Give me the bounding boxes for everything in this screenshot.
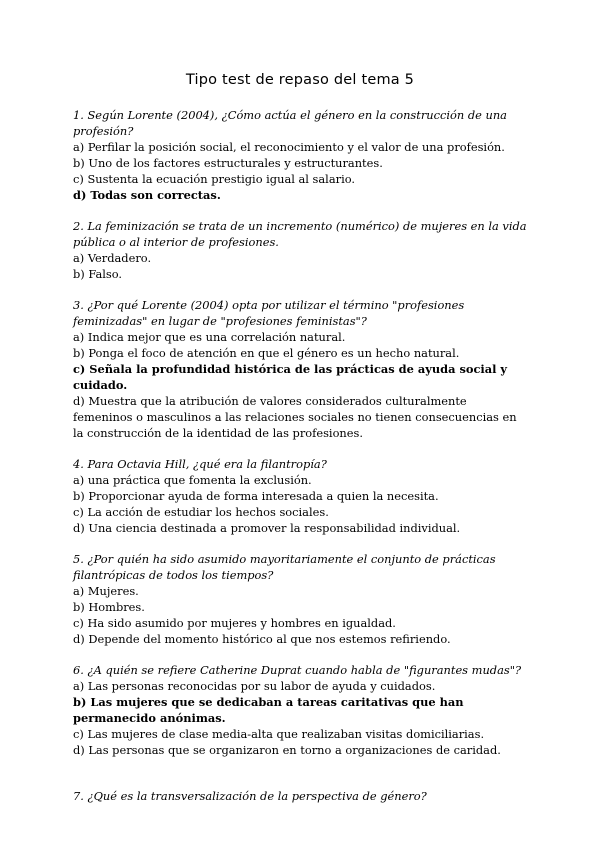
option-b: b) Ponga el foco de atención en que el género es un hecho natural. <box>73 346 460 360</box>
question-text: 3. ¿Por qué Lorente (2004) opta por utilizar el término "profesiones feminizadas" en lugar de "profesiones feministas"? <box>73 298 465 328</box>
option-d: d) Muestra que la atribución de valores considerados culturalmente femeninos o masculinos a las relaciones sociales no tienen consecuencias en la construcción de la identidad de las profesiones. <box>73 394 517 440</box>
option-a: a) Indica mejor que es una correlación natural. <box>73 330 346 344</box>
option-a: a) Verdadero. <box>73 251 152 265</box>
question-text: 5. ¿Por quién ha sido asumido mayoritariamente el conjunto de prácticas filantrópicas de todos los tiempos? <box>73 552 496 582</box>
option-d: d) Una ciencia destinada a promover la responsabilidad individual. <box>73 521 461 535</box>
document-title: Tipo test de repaso del tema 5 <box>185 72 415 88</box>
option-b: b) Falso. <box>73 267 123 281</box>
option-b: b) Uno de los factores estructurales y estructurantes. <box>73 156 383 170</box>
question-5 <box>73 551 528 647</box>
option-a: a) Mujeres. <box>73 584 139 598</box>
question-text: 2. La feminización se trata de un incremento (numérico) de mujeres en la vida pública o al interior de profesiones. <box>73 219 527 249</box>
option-d: d) Depende del momento histórico al que nos estemos refiriendo. <box>73 632 451 646</box>
option-a: a) Las personas reconocidas por su labor de ayuda y cuidados. <box>73 679 436 693</box>
question-1 <box>73 107 528 203</box>
option-b-correct: b) Las mujeres que se dedicaban a tareas caritativas que han permanecido anónimas. <box>73 695 464 725</box>
question-text: 6. ¿A quién se refiere Catherine Duprat cuando habla de "figurantes mudas"? <box>73 663 522 677</box>
question-text: 7. ¿Qué es la transversalización de la perspectiva de género? <box>73 789 427 803</box>
option-b: b) Proporcionar ayuda de forma interesada a quien la necesita. <box>73 489 439 503</box>
question-text: 1. Según Lorente (2004), ¿Cómo actúa el género en la construcción de una profesión? <box>73 108 507 138</box>
question-3 <box>73 297 528 441</box>
option-d: d) Las personas que se organizaron en torno a organizaciones de caridad. <box>73 743 501 757</box>
question-4 <box>73 456 528 536</box>
option-c: c) Ha sido asumido por mujeres y hombres en igualdad. <box>73 616 396 630</box>
option-b: b) Hombres. <box>73 600 145 614</box>
question-list <box>73 107 528 819</box>
option-c-correct: c) Señala la profundidad histórica de las prácticas de ayuda social y cuidado. <box>73 362 508 392</box>
option-c: c) Las mujeres de clase media-alta que realizaban visitas domiciliarias. <box>73 727 485 741</box>
option-a: a) Perfilar la posición social, el reconocimiento y el valor de una profesión. <box>73 140 505 154</box>
question-text: 4. Para Octavia Hill, ¿qué era la filantropía? <box>73 457 327 471</box>
option-a: a) una práctica que fomenta la exclusión. <box>73 473 312 487</box>
question-7 <box>73 788 528 804</box>
option-c: c) La acción de estudiar los hechos sociales. <box>73 505 329 519</box>
question-2 <box>73 218 528 282</box>
option-c: c) Sustenta la ecuación prestigio igual al salario. <box>73 172 355 186</box>
option-d-correct: d) Todas son correctas. <box>73 188 221 202</box>
question-6 <box>73 662 528 758</box>
